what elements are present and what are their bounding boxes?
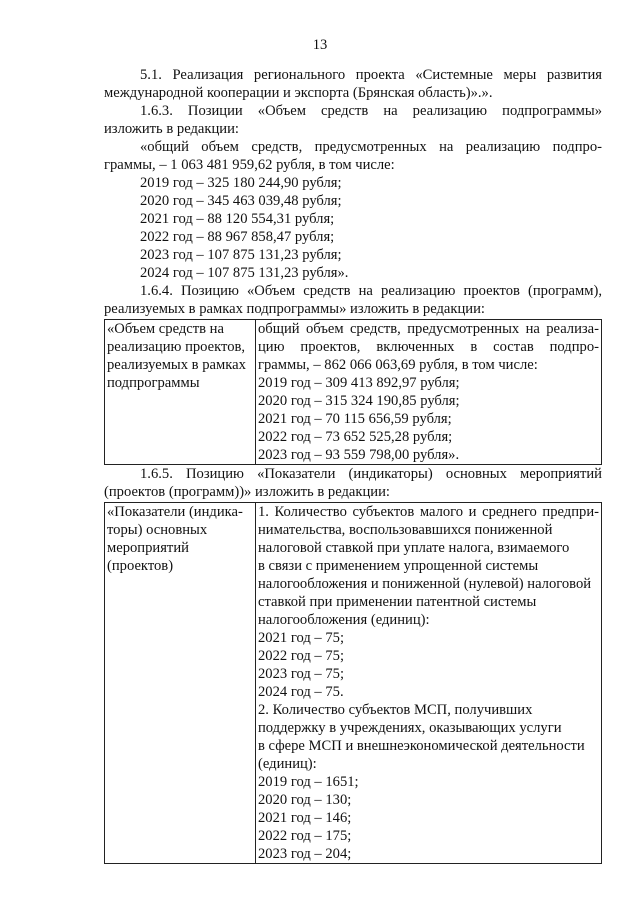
paragraph-1-6-5-heading (104, 465, 602, 501)
cell-line: 1. Количество субъектов малого и среднего предпри- (258, 504, 599, 520)
cell-line: граммы, – 862 066 063,69 рубля, в том числе: (258, 357, 538, 373)
text-line: граммы, – 1 063 481 959,62 рубля, в том числе: (104, 157, 395, 173)
cell-line: 2021 год – 146; (258, 810, 352, 826)
text-line: «общий объем средств, предусмотренных на реализацию подпро- (140, 139, 602, 155)
cell-line: в сфере МСП и внешнеэкономической деятельности (258, 738, 585, 754)
text-line: 1.6.5. Позицию «Показатели (индикаторы) основных мероприятий (140, 466, 602, 482)
paragraph-1-6-3-body (104, 138, 602, 174)
text-line: международной кооперации и экспорта (Брянская область)».». (104, 85, 493, 101)
table-cell-label (105, 320, 256, 465)
cell-line: реализуемых в рамках (107, 357, 246, 373)
cell-line: торы) основных (107, 522, 208, 538)
list-item: 2020 год – 345 463 039,48 рубля; (140, 193, 342, 209)
cell-line: нимательства, воспользовавшихся пониженной (258, 522, 553, 538)
cell-line: 2020 год – 130; (258, 792, 352, 808)
cell-line: 2021 год – 75; (258, 630, 345, 646)
table-cell-value (256, 320, 602, 465)
cell-line: 2021 год – 70 115 656,59 рубля; (258, 411, 452, 427)
funding-table (104, 319, 602, 465)
list-item: 2024 год – 107 875 131,23 рубля». (140, 265, 349, 281)
cell-line: налогообложения (единиц): (258, 612, 430, 628)
cell-line: 2022 год – 175; (258, 828, 352, 844)
cell-line: 2022 год – 75; (258, 648, 345, 664)
cell-line: 2023 год – 204; (258, 846, 352, 862)
cell-line: в связи с применением упрощенной системы (258, 558, 539, 574)
table-row (105, 320, 602, 465)
cell-line: налогообложения и пониженной (нулевой) налоговой (258, 576, 592, 592)
document-body (104, 66, 602, 864)
text-line: (проектов (программ))» изложить в редакции: (104, 484, 390, 500)
text-line: реализуемых в рамках подпрограммы» изложить в редакции: (104, 301, 485, 317)
text-line: 5.1. Реализация регионального проекта «Системные меры развития (140, 67, 602, 83)
cell-line: 2022 год – 73 652 525,28 рубля; (258, 429, 453, 445)
cell-line: «Объем средств на (107, 321, 224, 337)
list-item: 2023 год – 107 875 131,23 рубля; (140, 247, 342, 263)
list-item: 2019 год – 325 180 244,90 рубля; (140, 175, 342, 191)
cell-line: 2024 год – 75. (258, 684, 344, 700)
cell-line: ставкой при применении патентной системы (258, 594, 537, 610)
paragraph-5-1 (104, 66, 602, 102)
text-line: изложить в редакции: (104, 121, 239, 137)
cell-line: 2020 год – 315 324 190,85 рубля; (258, 393, 460, 409)
cell-line: цию проектов, включенных в состав подпро- (258, 339, 599, 355)
years-list-1-6-3 (104, 174, 602, 282)
cell-line: (единиц): (258, 756, 317, 772)
cell-line: 2. Количество субъектов МСП, получивших (258, 702, 533, 718)
cell-line: поддержку в учреждениях, оказывающих услуги (258, 720, 562, 736)
text-line: 1.6.4. Позицию «Объем средств на реализацию проектов (программ), (140, 283, 602, 299)
list-item: 2021 год – 88 120 554,31 рубля; (140, 211, 335, 227)
paragraph-1-6-4-heading (104, 282, 602, 318)
cell-line: 2019 год – 1651; (258, 774, 359, 790)
cell-line: (проектов) (107, 558, 174, 574)
cell-line: общий объем средств, предусмотренных на реализа- (258, 321, 599, 337)
cell-line: подпрограммы (107, 375, 200, 391)
cell-line: налоговой ставкой при уплате налога, взимаемого (258, 540, 570, 556)
cell-line: мероприятий (107, 540, 189, 556)
paragraph-1-6-3-heading (104, 102, 602, 138)
indicators-table (104, 502, 602, 864)
table-cell-value (256, 503, 602, 864)
page-number: 13 (312, 37, 328, 53)
cell-line: 2019 год – 309 413 892,97 рубля; (258, 375, 460, 391)
cell-line: «Показатели (индика- (107, 504, 243, 520)
table-row (105, 503, 602, 864)
cell-line: 2023 год – 75; (258, 666, 345, 682)
table-cell-label (105, 503, 256, 864)
list-item: 2022 год – 88 967 858,47 рубля; (140, 229, 335, 245)
cell-line: реализацию проектов, (107, 339, 246, 355)
text-line: 1.6.3. Позиции «Объем средств на реализацию подпрограммы» (140, 103, 602, 119)
cell-line: 2023 год – 93 559 798,00 рубля». (258, 447, 460, 463)
